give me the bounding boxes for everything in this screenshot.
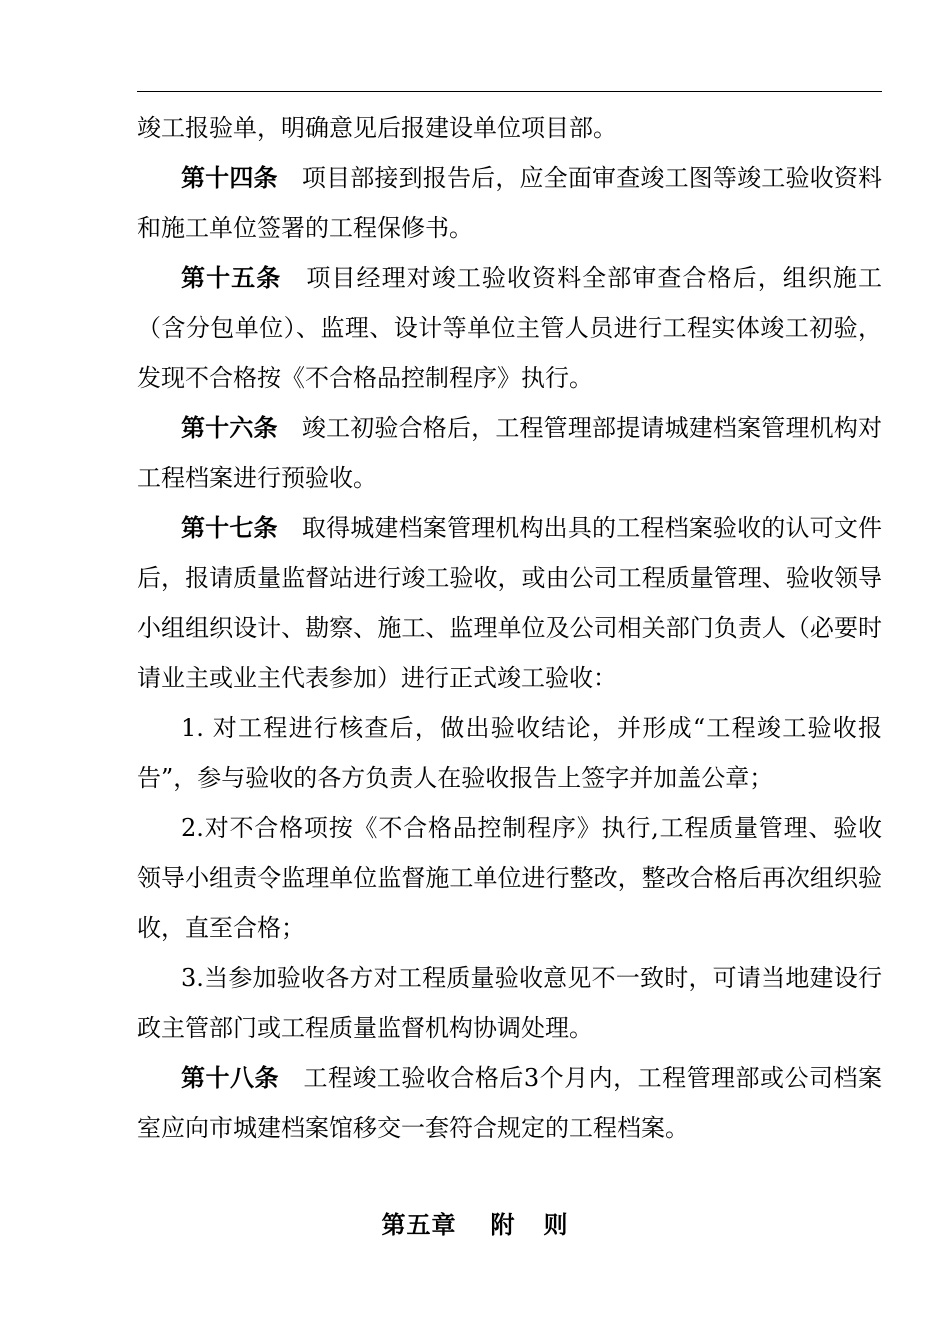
paragraph-text: 取得城建档案管理机构出具的工程档案验收的认可文件后，报请质量监督站进行竣工验收，或由公司工程质量管理、验收领导小组组织设计、勘察、施工、监理单位及公司相关部门负责人（必要时请业主或业主代表参加）进行正式竣工验收：	[137, 514, 883, 692]
article-label: 第十四条	[181, 164, 278, 192]
paragraph-text: 3.当参加验收各方对工程质量验收意见不一致时，可请当地建设行政主管部门或工程质量监督机构协调处理。	[137, 964, 882, 1042]
paragraph-text: 竣工初验合格后，工程管理部提请城建档案管理机构对工程档案进行预验收。	[137, 414, 883, 492]
article-label: 第十七条	[181, 514, 278, 542]
paragraph-text: 工程竣工验收合格后3个月内，工程管理部或公司档案室应向市城建档案馆移交一套符合规定的工程档案。	[137, 1064, 882, 1142]
chapter-title-part1: 附	[490, 1211, 516, 1239]
paragraph-continuation	[137, 103, 882, 153]
article-label: 第十五条	[181, 264, 282, 292]
paragraph-text: 项目部接到报告后，应全面审查竣工图等竣工验收资料和施工单位签署的工程保修书。	[137, 164, 883, 242]
article-17	[137, 503, 882, 703]
chapter-number: 第五章	[381, 1211, 457, 1239]
paragraph-text: 2.对不合格项按《不合格品控制程序》执行,工程质量管理、验收领导小组责令监理单位监督施工单位进行整改，整改合格后再次组织验收，直至合格；	[137, 814, 882, 942]
article-16	[137, 403, 882, 503]
list-item-3	[137, 953, 882, 1053]
article-label: 第十六条	[181, 414, 278, 442]
article-15	[137, 253, 882, 403]
article-18	[137, 1053, 882, 1153]
paragraph-text: 项目经理对竣工验收资料全部审查合格后，组织施工（含分包单位）、监理、设计等单位主管人员进行工程实体竣工初验，发现不合格按《不合格品控制程序》执行。	[137, 264, 882, 392]
article-14	[137, 153, 882, 253]
paragraph-text: 1. 对工程进行核查后，做出验收结论，并形成“工程竣工验收报告”，参与验收的各方负责人在验收报告上签字并加盖公章；	[137, 714, 882, 792]
chapter-title-part2: 则	[543, 1211, 569, 1239]
header-rule	[137, 91, 882, 92]
list-item-2	[137, 803, 882, 953]
paragraph-text: 竣工报验单，明确意见后报建设单位项目部。	[137, 114, 617, 142]
chapter-heading	[0, 1200, 950, 1250]
article-label: 第十八条	[181, 1064, 279, 1092]
list-item-1	[137, 703, 882, 803]
document-body	[137, 103, 882, 1153]
